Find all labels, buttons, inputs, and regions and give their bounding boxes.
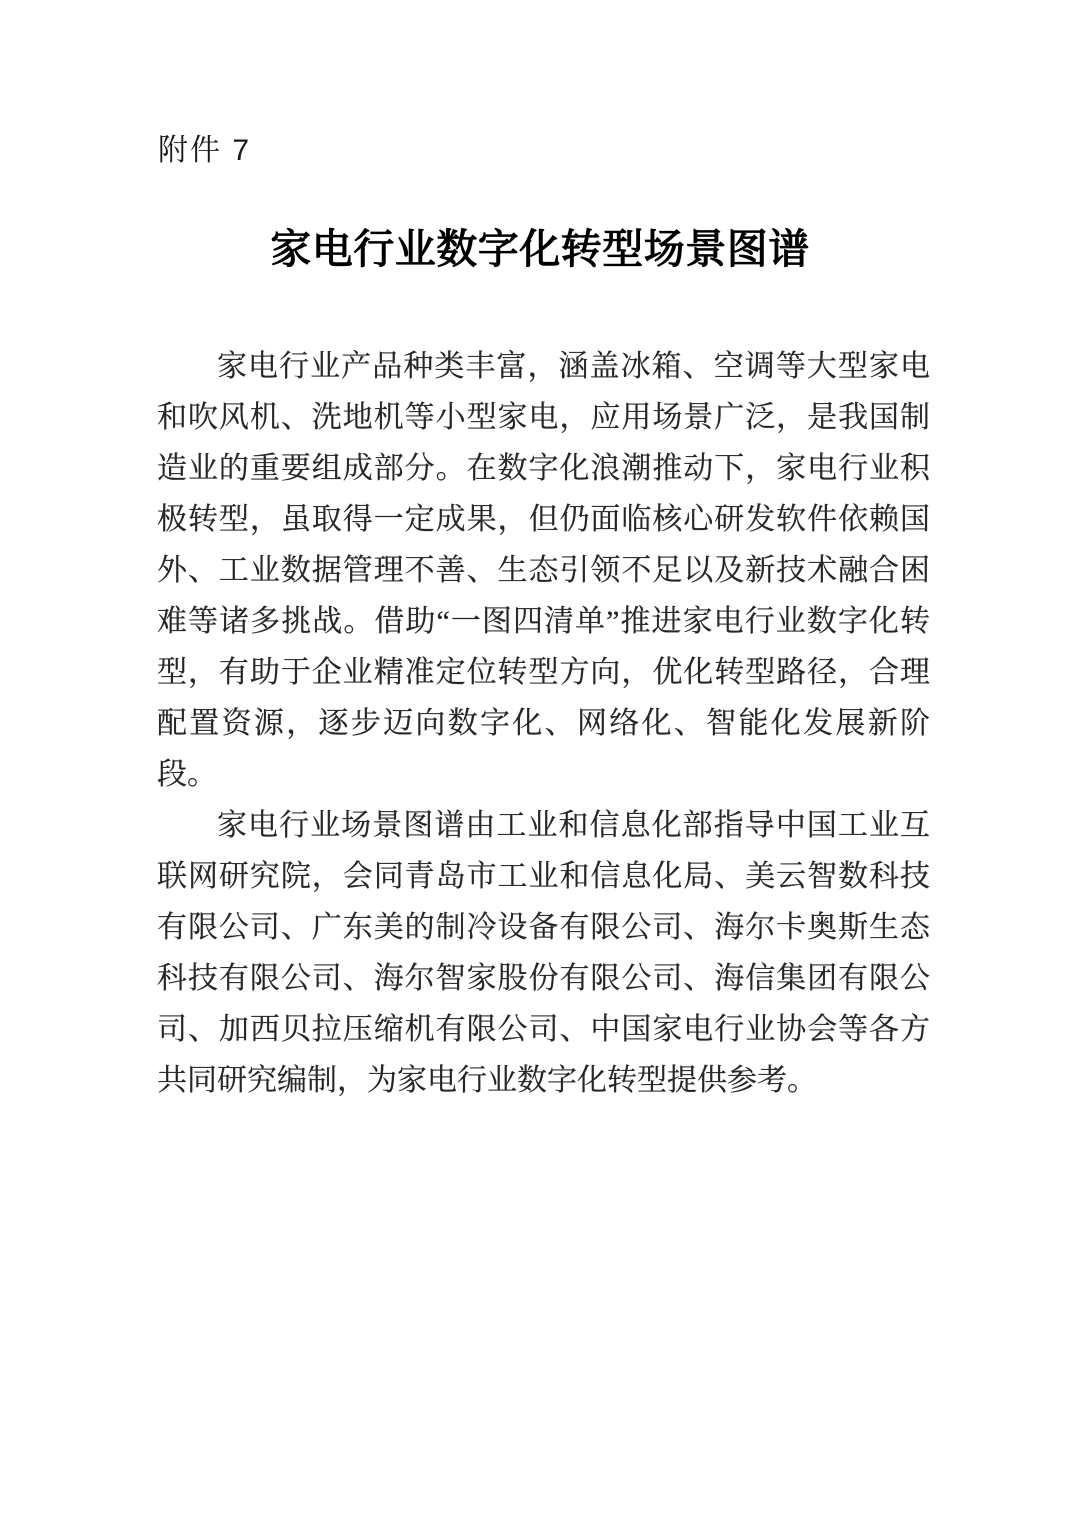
text-line: 配置资源，逐步迈向数字化、网络化、智能化发展新阶 xyxy=(157,707,930,740)
text-line: 有限公司、广东美的制冷设备有限公司、海尔卡奥斯生态 xyxy=(157,911,930,944)
text-line: 共同研究编制，为家电行业数字化转型提供参考。 xyxy=(157,1064,817,1097)
attachment-label: 附件 7 xyxy=(158,134,252,167)
paragraph-2 xyxy=(157,800,930,1106)
text-line: 段。 xyxy=(157,758,217,791)
document-title: 家电行业数字化转型场景图谱 xyxy=(270,226,810,272)
text-line: 外、工业数据管理不善、生态引领不足以及新技术融合困 xyxy=(157,554,930,587)
text-line: 极转型，虽取得一定成果，但仍面临核心研发软件依赖国 xyxy=(157,503,930,536)
text-line: 联网研究院，会同青岛市工业和信息化局、美云智数科技 xyxy=(157,860,930,893)
paragraph-1 xyxy=(157,341,930,800)
text-line: 司、加西贝拉压缩机有限公司、中国家电行业协会等各方 xyxy=(157,1013,930,1046)
text-line: 型，有助于企业精准定位转型方向，优化转型路径，合理 xyxy=(157,656,930,689)
text-line: 和吹风机、洗地机等小型家电，应用场景广泛，是我国制 xyxy=(157,401,930,434)
text-line: 科技有限公司、海尔智家股份有限公司、海信集团有限公 xyxy=(157,962,930,995)
text-line: 造业的重要组成部分。在数字化浪潮推动下，家电行业积 xyxy=(157,452,930,485)
document-body xyxy=(157,341,930,1106)
text-line: 家电行业场景图谱由工业和信息化部指导中国工业互 xyxy=(217,809,930,842)
text-line: 家电行业产品种类丰富，涵盖冰箱、空调等大型家电 xyxy=(217,350,930,383)
text-line: 难等诸多挑战。借助“一图四清单”推进家电行业数字化转 xyxy=(157,605,930,638)
